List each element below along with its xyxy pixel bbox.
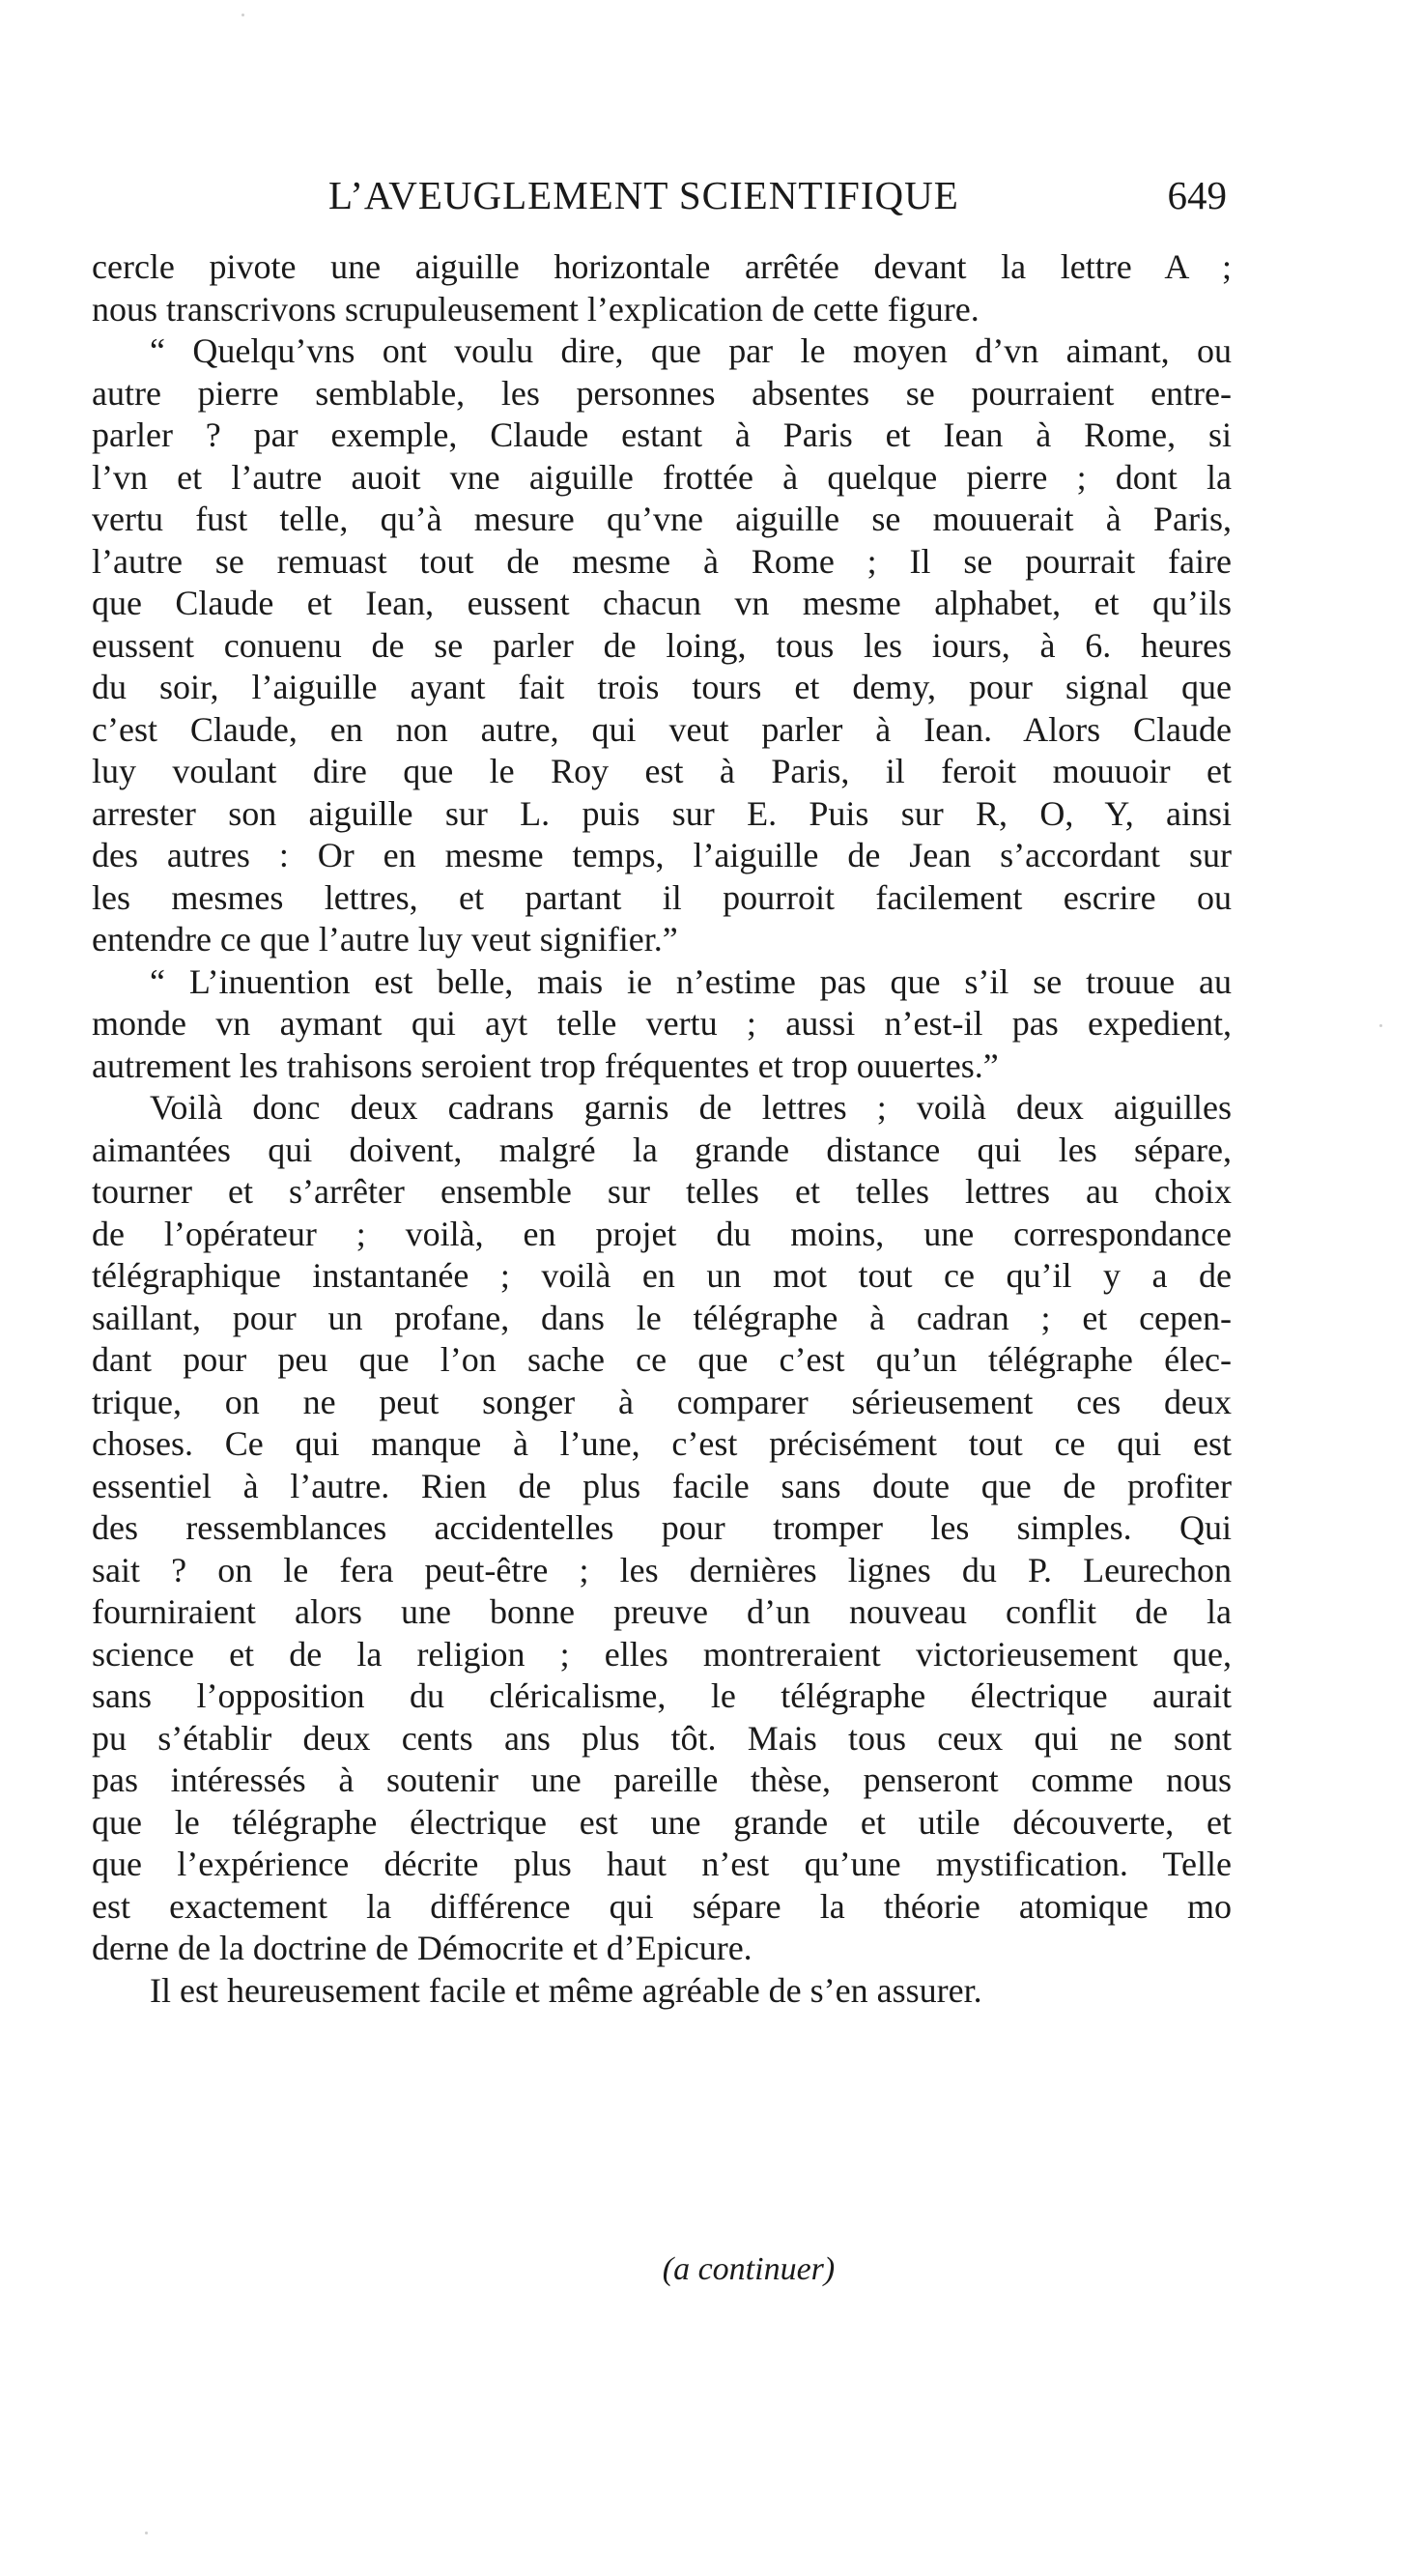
text-line: dant pour peu que l’on sache ce que c’est qu’un télégraphe élec- bbox=[92, 1340, 1232, 1379]
continuation-note bbox=[0, 2251, 1420, 2288]
text-line: de l’opérateur ; voilà, en projet du moins, une correspondance bbox=[92, 1214, 1232, 1253]
scan-speck bbox=[241, 14, 244, 16]
text-line: vertu fust telle, qu’à mesure qu’vne aiguille se mouuerait à Paris, bbox=[92, 500, 1232, 538]
text-line: des autres : Or en mesme temps, l’aiguille de Jean s’accordant sur bbox=[92, 836, 1232, 874]
scan-speck bbox=[145, 2532, 148, 2534]
page-number: 649 bbox=[1167, 173, 1227, 217]
text-line: Voilà donc deux cadrans garnis de lettres ; voilà deux aiguilles bbox=[150, 1088, 1232, 1127]
text-line: pas intéressés à soutenir une pareille thèse, penseront comme nous bbox=[92, 1760, 1232, 1799]
text-line: entendre ce que l’autre luy veut signifier.” bbox=[92, 920, 678, 959]
text-line: fourniraient alors une bonne preuve d’un nouveau conflit de la bbox=[92, 1592, 1232, 1631]
text-line: c’est Claude, en non autre, qui veut parler à Iean. Alors Claude bbox=[92, 709, 1232, 749]
text-line: sans l’opposition du cléricalisme, le télégraphe électrique aurait bbox=[92, 1676, 1232, 1715]
text-line: pu s’établir deux cents ans plus tôt. Mais tous ceux qui ne sont bbox=[92, 1718, 1232, 1758]
text-line: “ L’inuention est belle, mais ie n’estime pas que s’il se trouue au bbox=[150, 961, 1232, 1001]
text-line: monde vn aymant qui ayt telle vertu ; aussi n’est-il pas expedient, bbox=[92, 1004, 1232, 1043]
text-line: est exactement la différence qui sépare la théorie atomique mo bbox=[92, 1886, 1232, 1926]
text-line: choses. Ce qui manque à l’une, c’est précisément tout ce qui est bbox=[92, 1424, 1232, 1463]
text-line: tourner et s’arrêter ensemble sur telles et telles lettres au choix bbox=[92, 1172, 1232, 1211]
scan-speck bbox=[1379, 1024, 1382, 1027]
text-line: Il est heureusement facile et même agréable de s’en assurer. bbox=[150, 1970, 982, 2010]
text-line: télégraphique instantanée ; voilà en un mot tout ce qu’il y a de bbox=[92, 1256, 1232, 1295]
text-line: essentiel à l’autre. Rien de plus facile sans doute que de profiter bbox=[92, 1466, 1232, 1505]
text-line: “ Quelqu’vns ont voulu dire, que par le moyen d’vn aimant, ou bbox=[150, 331, 1232, 370]
text-line: les mesmes lettres, et partant il pourroit facilement escrire ou bbox=[92, 877, 1232, 917]
text-line: nous transcrivons scrupuleusement l’explication de cette figure. bbox=[92, 289, 980, 329]
text-line: des ressemblances accidentelles pour tromper les simples. Qui bbox=[92, 1508, 1232, 1547]
text-line: luy voulant dire que le Roy est à Paris, il feroit mouuoir et bbox=[92, 752, 1232, 790]
text-line: sait ? on le fera peut-être ; les dernières lignes du P. Leurechon bbox=[92, 1550, 1232, 1589]
text-line: que le télégraphe électrique est une grande et utile découverte, et bbox=[92, 1802, 1232, 1842]
text-line: eussent conuenu de se parler de loing, tous les iours, à 6. heures bbox=[92, 625, 1232, 665]
continuation-text: (a continuer) bbox=[662, 2251, 836, 2287]
text-line: aimantées qui doivent, malgré la grande distance qui les sépare, bbox=[92, 1130, 1232, 1169]
text-line: l’vn et l’autre auoit vne aiguille frottée à quelque pierre ; dont la bbox=[92, 457, 1232, 497]
running-title: L’AVEUGLEMENT SCIENTIFIQUE bbox=[328, 173, 959, 217]
text-line: derne de la doctrine de Démocrite et d’Epicure. bbox=[92, 1929, 753, 1967]
text-line: que Claude et Iean, eussent chacun vn mesme alphabet, et qu’ils bbox=[92, 584, 1232, 622]
text-line: cercle pivote une aiguille horizontale arrêtée devant la lettre A ; bbox=[92, 247, 1232, 286]
text-line: parler ? par exemple, Claude estant à Paris et Iean à Rome, si bbox=[92, 415, 1232, 454]
text-line: science et de la religion ; elles montreraient victorieusement que, bbox=[92, 1634, 1232, 1674]
text-line: du soir, l’aiguille ayant fait trois tours et demy, pour signal que bbox=[92, 668, 1232, 706]
text-line: autre pierre semblable, les personnes absentes se pourraient entre- bbox=[92, 373, 1232, 413]
text-line: arrester son aiguille sur L. puis sur E. Puis sur R, O, Y, ainsi bbox=[92, 793, 1232, 833]
body-text bbox=[92, 246, 1232, 2012]
running-head bbox=[328, 172, 1227, 230]
text-line: saillant, pour un profane, dans le télégraphe à cadran ; et cepen- bbox=[92, 1298, 1232, 1337]
text-line: autrement les trahisons seroient trop fréquentes et trop ouuertes.” bbox=[92, 1045, 999, 1085]
text-line: que l’expérience décrite plus haut n’est qu’une mystification. Telle bbox=[92, 1845, 1232, 1883]
text-line: trique, on ne peut songer à comparer sérieusement ces deux bbox=[92, 1382, 1232, 1421]
text-line: l’autre se remuast tout de mesme à Rome ; Il se pourrait faire bbox=[92, 541, 1232, 581]
